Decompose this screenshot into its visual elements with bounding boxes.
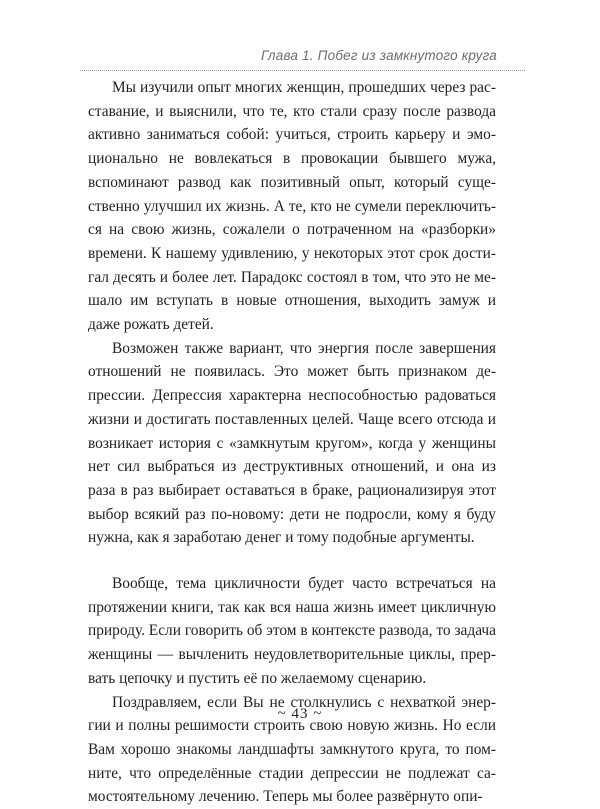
paragraph-2: Возможен также вариант, что энергия после завершения отношений не появилась. Это может быть признаком депрессии. Депрессия характерна неспособностью радоваться жизни и достигать поставленных целей. Чаще всего отсюда и возникает история с «замкнутым кругом», когда у женщины нет сил выбраться из деструктивных отношений, и она из раза в раз выбирает оставаться в браке, рационализируя этот выбор всякий раз по-новому: дети не подросли, кому я буду нужна, как я заработаю денег и тому подобные аргументы. — [88, 339, 496, 547]
page-body — [88, 76, 496, 809]
chapter-title: Глава 1. Побег из замкнутого круга — [260, 48, 497, 63]
paragraph-1: Мы изучили опыт многих женщин, прошедших через расставание, и выяснили, что те, кто стали сразу после развода активно заниматься собой: учиться, строить карьеру и эмоционально не вовлекаться в провокации бывшего мужа, вспоминают развод как позитивный опыт, который существенно улучшил их жизнь. А те, кто не сумели переключиться на свою жизнь, сожалели о потраченном на «разборки» времени. К нашему удивлению, у некоторых этот срок достигал десять и более лет. Парадокс состоял в том, что это не мешало им вступать в новые отношения, выходить замуж и даже рожать детей. — [88, 79, 496, 334]
paragraph-4: Поздравляем, если Вы не столкнулись с нехваткой энергии и полны решимости строить свою новую жизнь. Но если Вам хорошо знакомы ландшафты замкнутого круга, то помните, что определённые стадии депрессии не подлежат самостоятельному лечению. Теперь мы более развёрнуто опи- — [88, 693, 496, 806]
page-number: ~ 43 ~ — [277, 706, 323, 722]
header-divider — [80, 70, 525, 71]
paragraph-3: Вообще, тема цикличности будет часто встречаться на протяжении книги, так как вся наша жизнь имеет цикличную природу. Если говорить об этом в контексте развода, то задача женщины — вычленить неудовлетворительные циклы, прервать цепочку и пустить её по желаемому сценарию. — [88, 575, 496, 687]
